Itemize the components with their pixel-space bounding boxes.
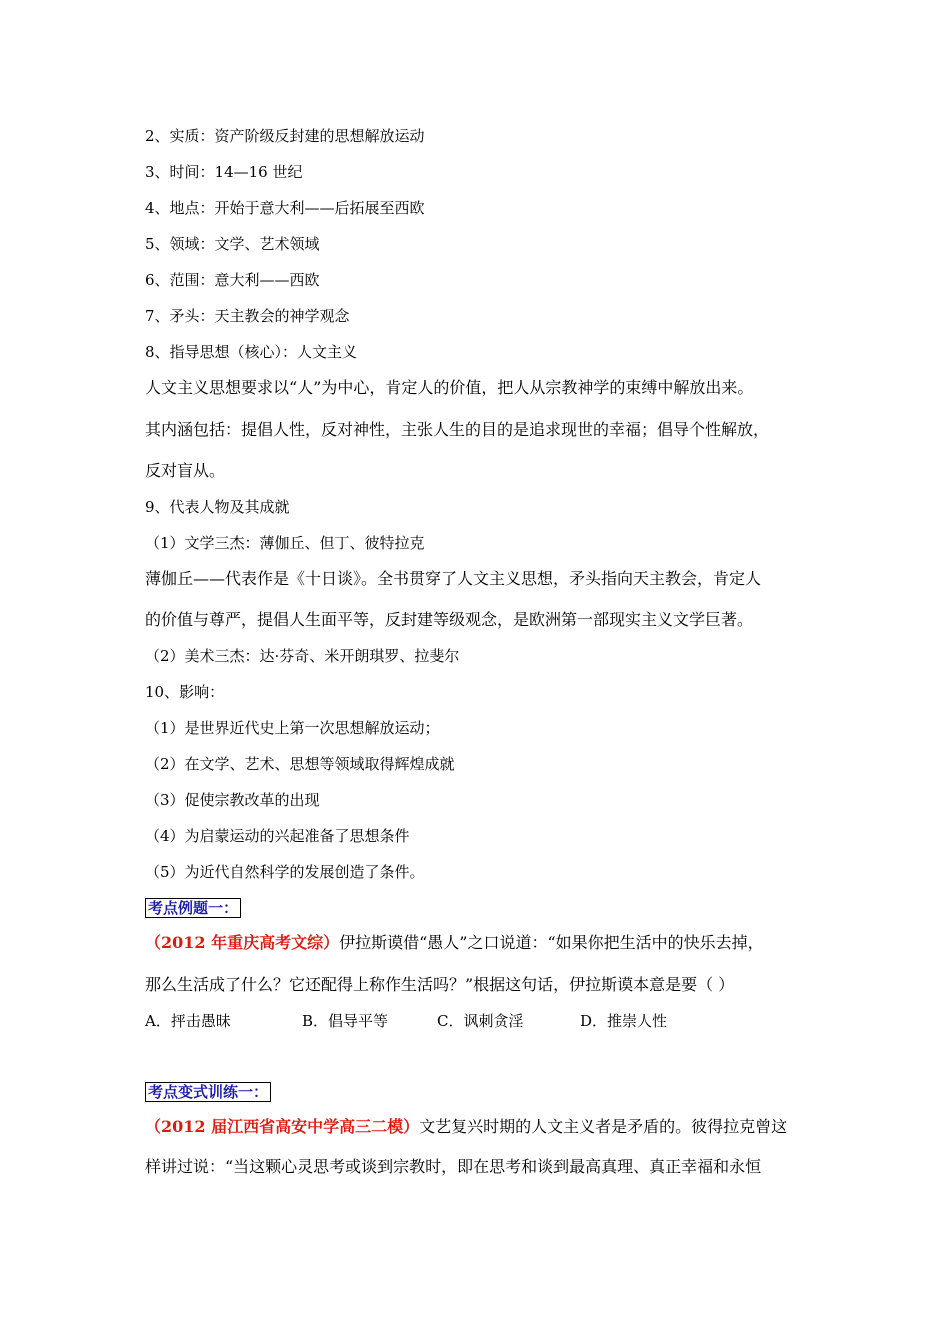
line-influence-1: （1）是世界近代史上第一次思想解放运动； [145, 719, 440, 737]
training-question-line-1 [145, 1117, 787, 1137]
option-d: D．推崇人性 [580, 1012, 668, 1030]
line-scope: 6、范围：意大利——西欧 [145, 271, 320, 289]
line-art-three: （2）美术三杰：达·芬奇、米开朗琪罗、拉斐尔 [145, 647, 460, 665]
example-question-line-2: 那么生活成了什么？它还配得上称作生活吗？”根据这句话，伊拉斯谟本意是要（ ） [145, 975, 735, 994]
line-literature-three: （1）文学三杰：薄伽丘、但丁、彼特拉克 [145, 534, 425, 552]
line-place: 4、地点：开始于意大利——后拓展至西欧 [145, 199, 425, 217]
line-target: 7、矛头：天主教会的神学观念 [145, 307, 350, 325]
line-influence-2: （2）在文学、艺术、思想等领域取得辉煌成就 [145, 755, 455, 773]
training-question-line-2: 样讲过说：“当这颗心灵思考或谈到宗教时，即在思考和谈到最高真理、真正幸福和永恒 [145, 1157, 762, 1176]
option-a: A．抨击愚昧 [145, 1012, 231, 1030]
paragraph-humanism-1: 人文主义思想要求以“人”为中心，肯定人的价值，把人从宗教神学的束缚中解放出来。 [145, 378, 754, 397]
example-heading: 考点例题一： [145, 898, 241, 918]
example-question-line-1 [145, 933, 764, 953]
line-influence: 10、影响： [145, 683, 225, 701]
example-heading-row [145, 898, 241, 918]
paragraph-boccaccio-1: 薄伽丘——代表作是《十日谈》。全书贯穿了人文主义思想，矛头指向天主教会，肯定人 [145, 569, 762, 588]
example-source: （2012 年重庆高考文综） [145, 933, 340, 952]
line-influence-4: （4）为启蒙运动的兴起准备了思想条件 [145, 827, 410, 845]
paragraph-humanism-2: 其内涵包括：提倡人性，反对神性，主张人生的目的是追求现世的幸福；倡导个性解放， [145, 420, 770, 439]
example-options [145, 1011, 667, 1031]
line-influence-3: （3）促使宗教改革的出现 [145, 791, 320, 809]
line-time: 3、时间：14—16 世纪 [145, 163, 303, 181]
example-text-1: 伊拉斯谟借“愚人”之口说道：“如果你把生活中的快乐去掉， [339, 933, 764, 952]
line-guiding-thought: 8、指导思想（核心）：人文主义 [145, 343, 358, 361]
option-c: C．讽刺贪淫 [437, 1012, 524, 1030]
line-representatives: 9、代表人物及其成就 [145, 498, 290, 516]
training-source: （2012 届江西省高安中学高三二模） [145, 1117, 420, 1136]
training-text-1: 文艺复兴时期的人文主义者是矛盾的。彼得拉克曾这 [419, 1117, 788, 1136]
line-influence-5: （5）为近代自然科学的发展创造了条件。 [145, 863, 425, 881]
paragraph-boccaccio-2: 的价值与尊严，提倡人生面平等，反封建等级观念，是欧洲第一部现实主义文学巨著。 [145, 610, 754, 629]
line-field: 5、领域：文学、艺术领域 [145, 235, 320, 253]
line-essence: 2、实质：资产阶级反封建的思想解放运动 [145, 127, 425, 145]
training-heading: 考点变式训练一： [145, 1082, 271, 1102]
option-b: B．倡导平等 [302, 1012, 389, 1030]
training-heading-row [145, 1082, 271, 1102]
paragraph-humanism-3: 反对盲从。 [145, 461, 226, 480]
